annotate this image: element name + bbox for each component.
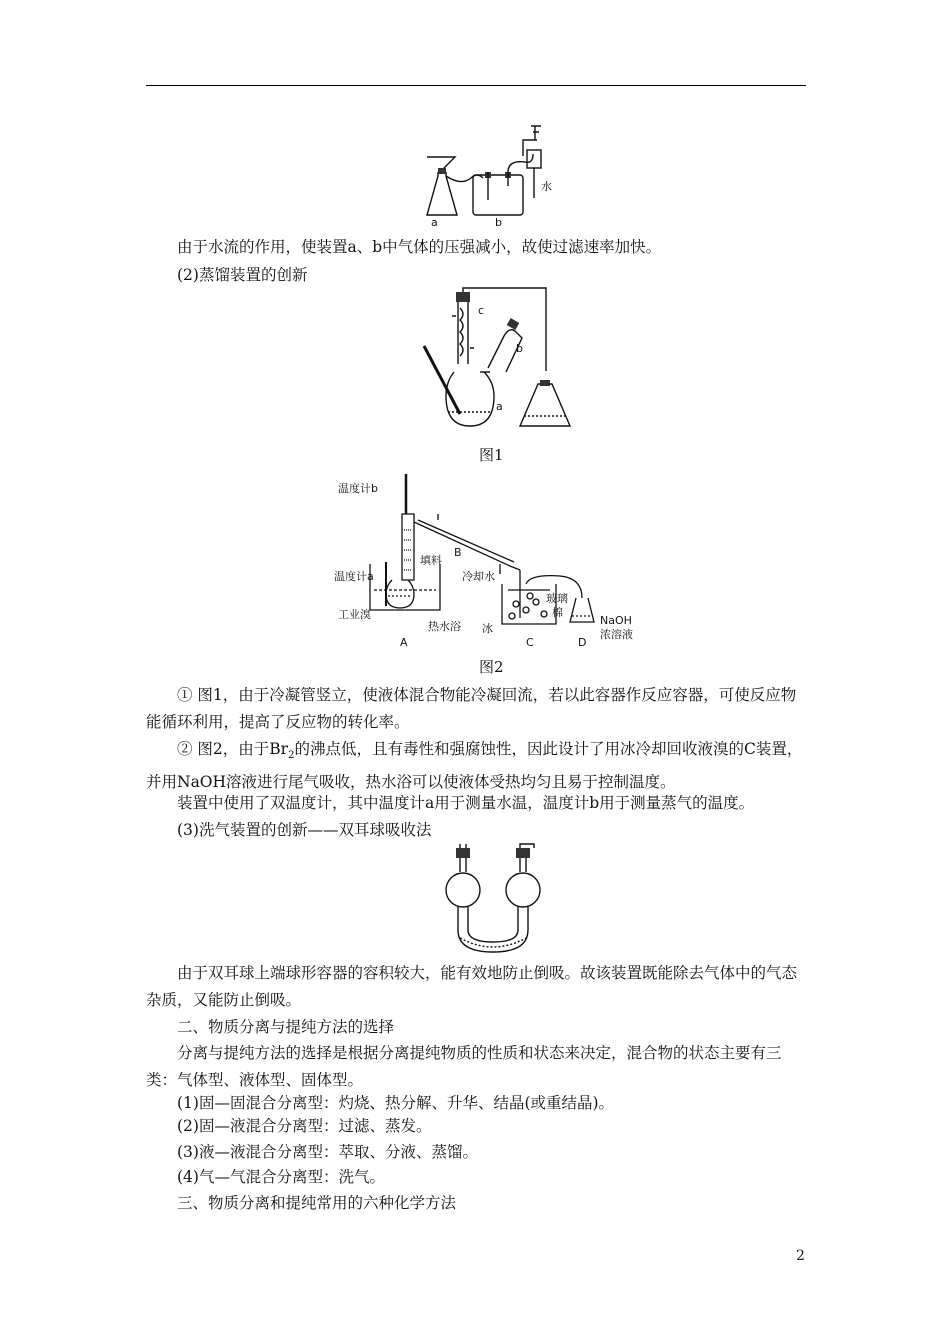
paragraph-13: (4)气—气混合分离型：洗气。 <box>177 1168 385 1186</box>
label-water: 水 <box>541 180 552 193</box>
label-a-fig1: a <box>496 400 503 413</box>
paragraph-9: 分离与提纯方法的选择是根据分离提纯物质的性质和状态来决定，混合物的状态主要有三类：气体型、液体型、固体型。 <box>146 1044 782 1089</box>
label-hot-water-bath: 热水浴 <box>428 620 461 633</box>
paragraph-12: (3)液—液混合分离型：萃取、分液、蒸馏。 <box>177 1143 478 1161</box>
label-b-fig1: b <box>516 342 523 355</box>
paragraph-7: 由于双耳球上端球形容器的容积较大，能有效地防止倒吸。故该装置既能除去气体中的气态杂质，又能防止倒吸。 <box>146 964 798 1009</box>
double-bulb-tube-figure <box>438 842 548 958</box>
label-B: B <box>454 546 462 559</box>
label-b: b <box>495 216 502 228</box>
paragraph-11: (2)固—液混合分离型：过滤、蒸发。 <box>177 1117 432 1135</box>
label-thermometer-b: 温度计b <box>338 482 378 495</box>
distillation-figure-2 <box>330 470 650 652</box>
paragraph-6: (3)洗气装置的创新——双耳球吸收法 <box>177 821 432 839</box>
label-A: A <box>400 636 408 649</box>
label-glass-wool-1: 玻璃 <box>546 592 568 605</box>
page-number: 2 <box>796 1248 805 1264</box>
label-glass-wool-2: 棉 <box>552 606 563 619</box>
paragraph-4: ② 图2，由于$Br_2$的沸点低，且有毒性和强腐蚀性，因此设计了用冰冷却回收液溴的C装置，并用NaOH溶液进行尾气吸收，热水浴可以使液体受热均匀且易于控制温度。 <box>146 740 803 792</box>
label-a: a <box>431 216 438 228</box>
label-cooling-water: 冷却水 <box>462 570 495 583</box>
paragraph-10: (1)固—固混合分离型：灼烧、热分解、升华、结晶(或重结晶)。 <box>177 1094 615 1112</box>
label-packing: 填料 <box>420 554 442 567</box>
label-ice: 冰 <box>482 622 493 635</box>
paragraph-3: ① 图1，由于冷凝管竖立，使液体混合物能冷凝回流，若以此容器作反应容器，可使反应物能循环利用，提高了反应物的转化率。 <box>146 686 797 731</box>
paragraph-14: 三、物质分离和提纯常用的六种化学方法 <box>177 1194 457 1212</box>
figure-1-caption: 图1 <box>479 446 504 464</box>
label-naoh-2: 浓溶液 <box>600 628 633 641</box>
distillation-figure-1 <box>420 286 580 438</box>
header-rule <box>146 85 806 86</box>
label-D: D <box>578 636 587 649</box>
suction-filtration-figure <box>415 120 565 228</box>
paragraph-1: 由于水流的作用，使装置a、b中气体的压强减小，故使过滤速率加快。 <box>177 238 662 256</box>
label-industrial-bromine: 工业溴 <box>338 608 371 621</box>
label-naoh-1: NaOH <box>600 614 632 627</box>
paragraph-5: 装置中使用了双温度计，其中温度计a用于测量水温，温度计b用于测量蒸气的温度。 <box>177 794 755 812</box>
label-thermometer-a: 温度计a <box>334 570 374 583</box>
figure-2-caption: 图2 <box>479 658 504 676</box>
paragraph-8: 二、物质分离与提纯方法的选择 <box>177 1018 395 1036</box>
paragraph-2: (2)蒸馏装置的创新 <box>177 266 308 284</box>
label-C: C <box>526 636 534 649</box>
label-c: c <box>478 304 485 317</box>
